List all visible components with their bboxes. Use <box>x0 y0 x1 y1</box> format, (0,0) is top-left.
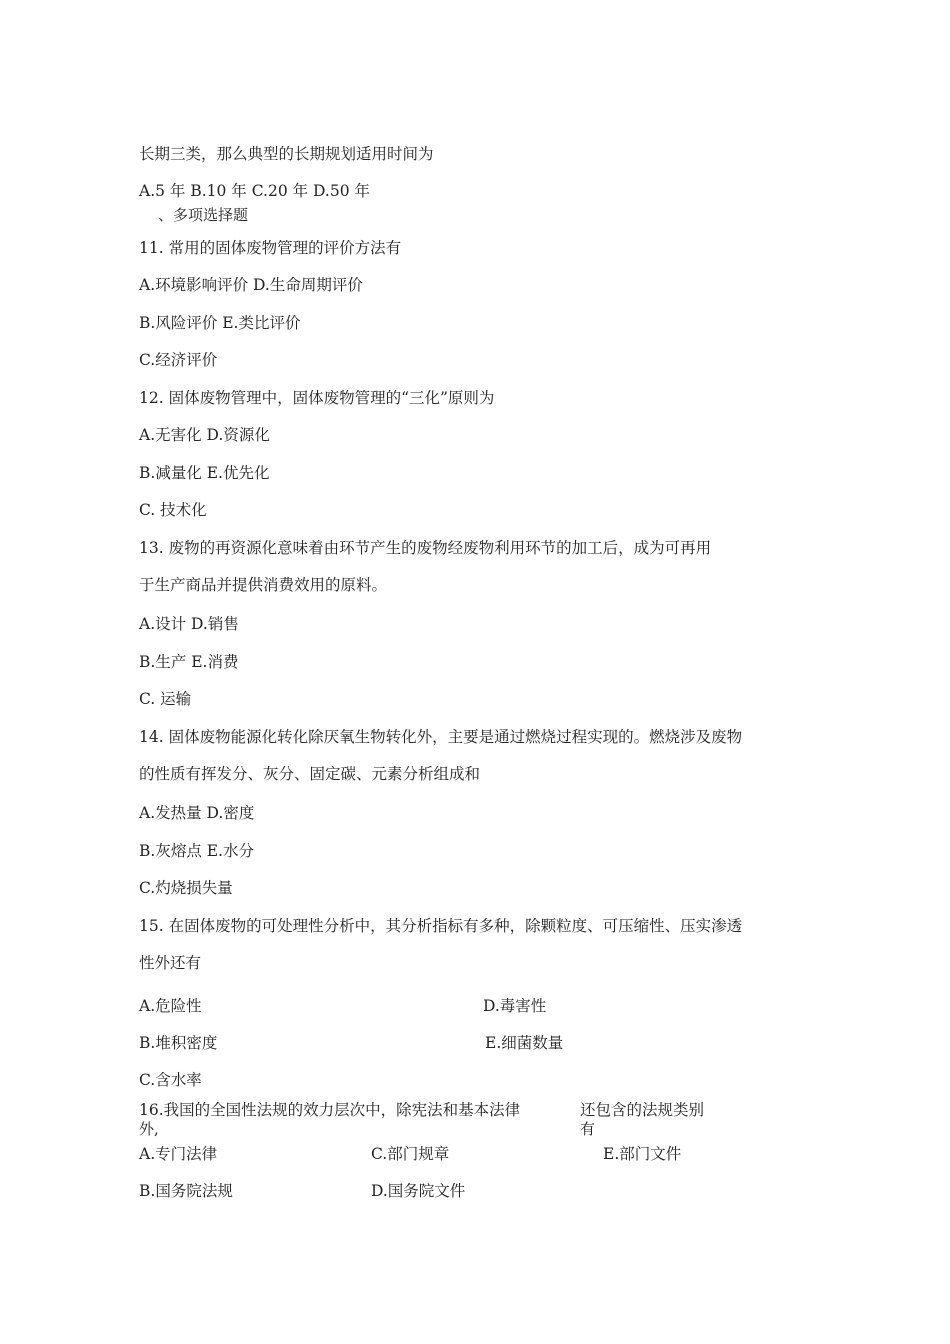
question-14-cont: 的性质有挥发分、灰分、固定碳、元素分析组成和 <box>139 765 481 783</box>
option-line: B.风险评价 E.类比评价 <box>139 314 301 332</box>
question-11: 11. 常用的固体废物管理的评价方法有 <box>139 239 402 257</box>
question-14: 14. 固体废物能源化转化除厌氧生物转化外，主要是通过燃烧过程实现的。燃烧涉及废物 <box>139 728 743 746</box>
question-13-cont: 于生产商品并提供消费效用的原料。 <box>139 576 388 594</box>
option-line: A.无害化 D.资源化 <box>139 426 270 444</box>
option-c: C.部门规章 <box>371 1145 450 1163</box>
option-d: D.毒害性 <box>483 997 547 1015</box>
question-15: 15. 在固体废物的可处理性分析中，其分析指标有多种，除颗粒度、可压缩性、压实渗透 <box>139 917 743 935</box>
option-b: B.国务院法规 <box>139 1182 233 1200</box>
option-line: B.灰熔点 E.水分 <box>139 842 254 860</box>
option-a: A.专门法律 <box>139 1145 218 1163</box>
option-line: A.环境影响评价 D.生命周期评价 <box>139 276 363 294</box>
option-e: E.部门文件 <box>603 1145 682 1163</box>
option-line: A.发热量 D.密度 <box>139 804 255 822</box>
option-line: C. 技术化 <box>139 501 207 519</box>
option-line: C.经济评价 <box>139 351 218 369</box>
option-b: B.堆积密度 <box>139 1034 218 1052</box>
option-d: D.国务院文件 <box>371 1182 466 1200</box>
option-line: B.减量化 E.优先化 <box>139 464 270 482</box>
question-15-cont: 性外还有 <box>139 954 202 972</box>
question-16-part1-wrap: 外, <box>139 1120 159 1138</box>
option-c: C.含水率 <box>139 1071 202 1089</box>
section-heading: 、多项选择题 <box>158 206 249 224</box>
question-13: 13. 废物的再资源化意味着由环节产生的废物经废物利用环节的加工后，成为可再用 <box>139 539 712 557</box>
question-12: 12. 固体废物管理中，固体废物管理的“三化”原则为 <box>139 389 495 407</box>
option-line: C.灼烧损失量 <box>139 879 233 897</box>
question-16-part2-wrap: 有 <box>580 1120 596 1138</box>
option-e: E.细菌数量 <box>485 1034 564 1052</box>
question-16-part2: 还包含的法规类别 <box>580 1101 705 1119</box>
question-16-part1: 16.我国的全国性法规的效力层次中，除宪法和基本法律 <box>139 1101 521 1119</box>
text-line: 长期三类，那么典型的长期规划适用时间为 <box>139 145 434 163</box>
options-line: A.5 年 B.10 年 C.20 年 D.50 年 <box>139 182 370 200</box>
option-line: B.生产 E.消费 <box>139 653 239 671</box>
option-line: C. 运输 <box>139 690 192 708</box>
option-line: A.设计 D.销售 <box>139 615 239 633</box>
option-a: A.危险性 <box>139 997 202 1015</box>
